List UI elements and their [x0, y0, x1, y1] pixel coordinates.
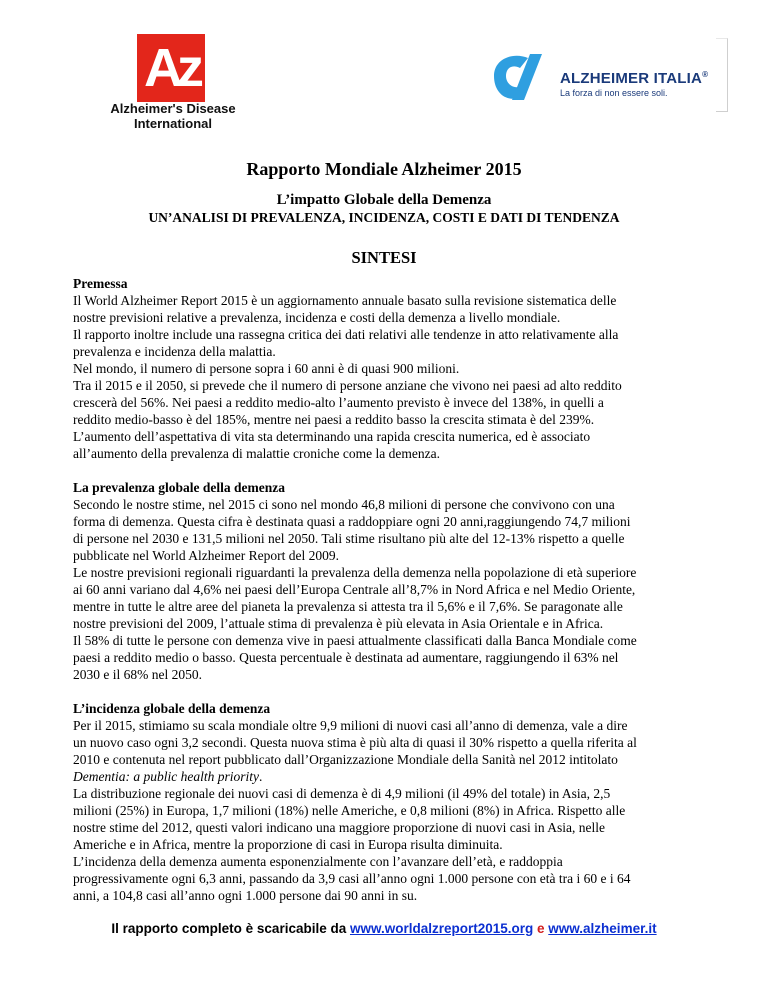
- prevalenza-line: di persone nel 2030 e 131,5 milioni nel 2050. Tali stime risultano più alte del 12-13% rispetto a quelle: [73, 531, 625, 546]
- prevalenza-line: forma di demenza. Questa cifra è destinata quasi a raddoppiare ogni 20 anni,raggiungendo 74,7 milioni: [73, 514, 631, 529]
- section-prevalenza: [73, 479, 701, 683]
- adi-logo: [93, 34, 253, 134]
- prevalenza-line: Secondo le nostre stime, nel 2015 ci sono nel mondo 46,8 milioni di persone che convivono con una: [73, 497, 615, 512]
- prevalenza-line: Il 58% di tutte le persone con demenza vive in paesi attualmente classificati dalla Banca Mondiale come: [73, 633, 637, 648]
- adi-logo-name-line1: Alzheimer's Disease: [110, 101, 236, 116]
- prevalenza-line: Le nostre previsioni regionali riguardanti la prevalenza della demenza nella popolazione di età superiore: [73, 565, 637, 580]
- document-title: Rapporto Mondiale Alzheimer 2015: [246, 159, 522, 179]
- footer-conjunction: e: [533, 921, 549, 936]
- premessa-line: Il World Alzheimer Report 2015 è un aggiornamento annuale basato sulla revisione sistematica delle: [73, 293, 617, 308]
- alzheimer-italia-logo: [478, 38, 728, 110]
- adi-logo-letters: Az: [144, 38, 198, 98]
- adi-logo-name: [93, 101, 253, 131]
- paragraph-prevalenza: [73, 496, 701, 683]
- premessa-line: reddito medio-basso è del 185%, mentre nei paesi a reddito basso la crescita stimata è del 239%.: [73, 412, 595, 427]
- prevalenza-line: nostre previsioni del 2009, l’attuale stima di prevalenza è più elevata in Asia Orientale e in Africa.: [73, 616, 604, 631]
- footer-text: Il rapporto completo è scaricabile da: [111, 921, 350, 936]
- incidenza-line: Americhe e in Africa, mentre la proporzione di casi in Europa risulta diminuita.: [73, 837, 503, 852]
- section-title-prevalenza: La prevalenza globale della demenza: [73, 480, 285, 495]
- adi-logo-name-line2: International: [133, 116, 212, 131]
- section-incidenza: [73, 700, 701, 904]
- report-title-italic: Dementia: a public health priority: [73, 769, 259, 784]
- document-subtitle: L’impatto Globale della Demenza: [276, 192, 492, 208]
- premessa-line: Il rapporto inoltre include una rassegna critica dei dati relativi alle tendenze in atto relativamente alla: [73, 327, 619, 342]
- alzheimer-italia-mark-icon: [484, 46, 552, 104]
- premessa-line: prevalenza e incidenza della malattia.: [73, 344, 276, 359]
- prevalenza-line: ai 60 anni variano dal 4,6% nei paesi dell’Europa Centrale all’8,7% in Nord Africa e nel Medio Oriente,: [73, 582, 636, 597]
- document-caps-subtitle: UN’ANALISI DI PREVALENZA, INCIDENZA, COSTI E DATI DI TENDENZA: [148, 210, 620, 225]
- link-worldalzreport[interactable]: www.worldalzreport2015.org: [349, 921, 534, 936]
- paragraph-incidenza: [73, 717, 701, 904]
- paragraph-premessa: [73, 292, 701, 462]
- prevalenza-line: pubblicate nel World Alzheimer Report del 2009.: [73, 548, 339, 563]
- prevalenza-line: paesi a reddito medio o basso. Questa percentuale è destinata ad aumentare, raggiungendo il 63% nel: [73, 650, 619, 665]
- incidenza-line: Per il 2015, stimiamo su scala mondiale oltre 9,9 milioni di nuovi casi all’anno di demenza, vale a dire: [73, 718, 628, 733]
- logo-frame-edge: [716, 38, 728, 112]
- incidenza-line: milioni (25%) in Europa, 1,7 milioni (18%) nelle Americhe, e 0,8 milioni (8%) in Africa. Rispetto alle: [73, 803, 626, 818]
- premessa-line: all’aumento della prevalenza di malattie croniche come la demenza.: [73, 446, 440, 461]
- prevalenza-line: mentre in tutte le altre aree del pianeta la prevalenza si attesta tra il 5,6% e il 7,6%. Se paragonate alle: [73, 599, 623, 614]
- incidenza-line: progressivamente ogni 6,3 anni, passando da 3,9 casi all’anno ogni 1.000 persone con età tra i 60 e i 64: [73, 871, 631, 886]
- alzheimer-italia-name: ALZHEIMER ITALIA®: [560, 70, 709, 87]
- prevalenza-line: 2030 e il 68% nel 2050.: [73, 667, 202, 682]
- premessa-line: Nel mondo, il numero di persone sopra i 60 anni è di quasi 900 milioni.: [73, 361, 460, 376]
- incidenza-line: La distribuzione regionale dei nuovi casi di demenza è di 4,9 milioni (il 49% del totale) in Asia, 2,5: [73, 786, 611, 801]
- section-title-premessa: Premessa: [73, 276, 128, 291]
- incidenza-line: anni, a 104,8 casi all’anno ogni 1.000 persone dai 90 anni in su.: [73, 888, 418, 903]
- premessa-line: Tra il 2015 e il 2050, si prevede che il numero di persone anziane che vivono nei paesi ad alto reddito: [73, 378, 622, 393]
- incidenza-line: un nuovo caso ogni 3,2 secondi. Questa nuova stima è più alta di quasi il 30% rispetto a quella riferita al: [73, 735, 637, 750]
- premessa-line: crescerà del 56%. Nei paesi a reddito medio-alto l’aumento previsto è invece del 138%, in quelli a: [73, 395, 604, 410]
- registered-mark: ®: [702, 70, 709, 79]
- incidenza-line: nostre stime del 2012, questi valori indicano una maggiore proporzione di nuovi casi in Asia, nelle: [73, 820, 606, 835]
- section-heading-sintesi: SINTESI: [351, 248, 417, 267]
- report-title-suffix: .: [258, 769, 263, 784]
- section-title-incidenza: L’incidenza globale della demenza: [73, 701, 271, 716]
- alzheimer-italia-tagline: La forza di non essere soli.: [560, 88, 668, 98]
- incidenza-line: L’incidenza della demenza aumenta esponenzialmente con l’avanzare dell’età, e raddoppia: [73, 854, 563, 869]
- premessa-line: L’aumento dell’aspettativa di vita sta determinando una rapida crescita numerica, ed è associato: [73, 429, 591, 444]
- link-alzheimer-it[interactable]: www.alzheimer.it: [548, 921, 657, 936]
- section-premessa: [73, 275, 701, 462]
- incidenza-line: 2010 e contenuta nel report pubblicato dall’Organizzazione Mondiale della Sanità nel 2012 intitolato: [73, 752, 618, 767]
- premessa-line: nostre previsioni relative a prevalenza, incidenza e costi della demenza a livello mondiale.: [73, 310, 561, 325]
- document-body: [73, 275, 701, 904]
- footer-download-note: [0, 921, 768, 936]
